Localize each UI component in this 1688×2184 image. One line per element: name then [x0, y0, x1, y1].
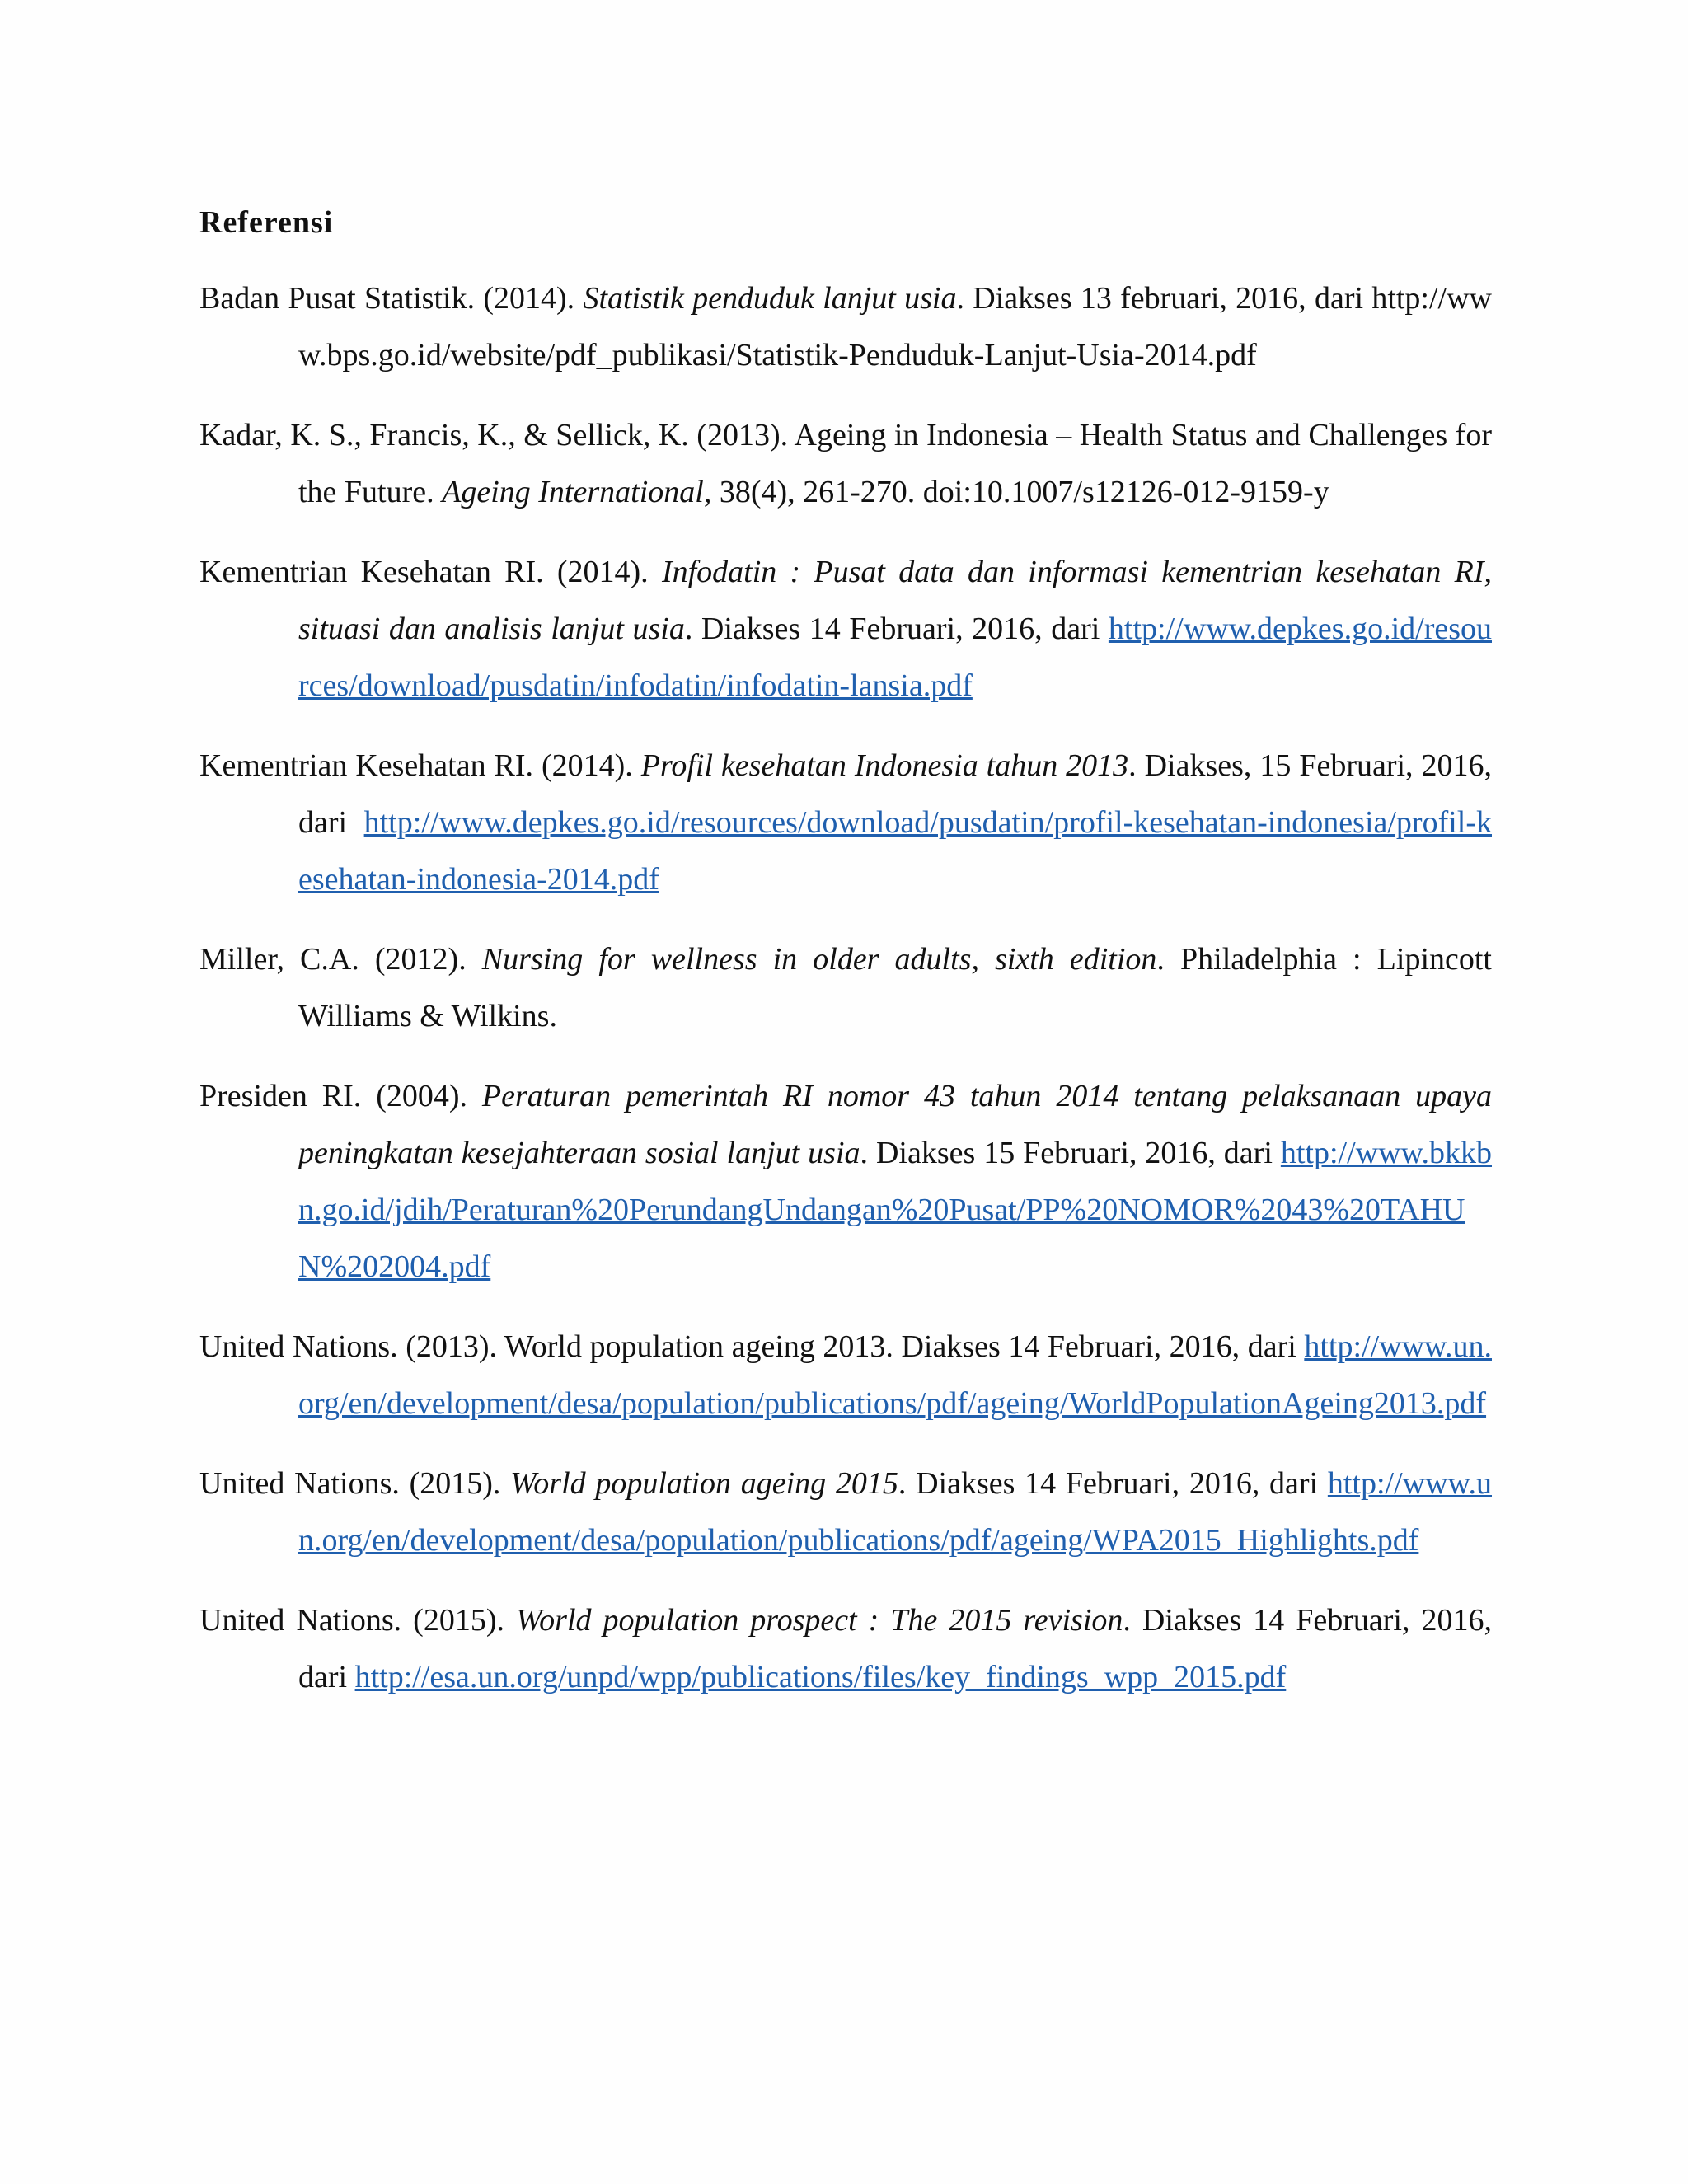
- reference-list: [199, 194, 1492, 1729]
- reference-authors: United Nations. (2015).: [199, 1603, 516, 1638]
- reference-entry: [199, 1592, 1492, 1706]
- reference-url: http://www.bps.go.id/website/pdf_publikasi/Statistik-Penduduk-Lanjut-Usia-2014.pdf: [298, 281, 1492, 373]
- reference-link[interactable]: http://www.depkes.go.id/resources/download/pusdatin/infodatin/infodatin-lansia.pdf: [298, 612, 1492, 703]
- reference-link[interactable]: http://www.bkkbn.go.id/jdih/Peraturan%20PerundangUndangan%20Pusat/PP%20NOMOR%2043%20TAHUN%202004.pdf: [298, 1136, 1492, 1284]
- reference-title: World population prospect : The 2015 revision: [516, 1603, 1123, 1638]
- reference-details: . Diakses, 15 Februari, 2016, dari: [298, 748, 1493, 840]
- reference-title: Peraturan pemerintah RI nomor 43 tahun 2014 tentang pelaksanaan upaya peningkatan kesejahteraan sosial lanjut usia: [298, 1079, 1492, 1170]
- reference-title: Nursing for wellness in older adults, sixth edition: [481, 942, 1157, 977]
- reference-title: Infodatin : Pusat data dan informasi kementrian kesehatan RI, situasi dan analisis lanjut usia: [298, 555, 1492, 646]
- reference-entry: [199, 270, 1492, 384]
- reference-authors: Kadar, K. S., Francis, K., & Sellick, K. (2013). Ageing in Indonesia – Health Status and Challenges for the Future.: [199, 418, 1492, 509]
- reference-link[interactable]: http://www.un.org/en/development/desa/population/publications/pdf/ageing/WPA2015_Highlights.pdf: [298, 1466, 1492, 1558]
- reference-details: . Diakses 14 Februari, 2016, dari: [684, 612, 1109, 646]
- reference-entry: [199, 544, 1492, 715]
- reference-authors: United Nations. (2015).: [199, 1466, 511, 1501]
- reference-title: World population ageing 2015: [510, 1466, 898, 1501]
- reference-link[interactable]: http://www.un.org/en/development/desa/population/publications/pdf/ageing/WorldPopulationAgeing2013.pdf: [298, 1329, 1492, 1421]
- reference-details: . Diakses 15 Februari, 2016, dari: [860, 1136, 1281, 1170]
- reference-entry: [199, 1319, 1492, 1432]
- reference-entry: [199, 1068, 1492, 1296]
- reference-details: . Diakses 14 Februari, 2016, dari: [898, 1466, 1328, 1501]
- reference-authors: Miller, C.A. (2012).: [199, 942, 482, 977]
- reference-title: Ageing International: [442, 475, 704, 509]
- reference-title: Statistik penduduk lanjut usia: [583, 281, 957, 316]
- reference-authors: Badan Pusat Statistik. (2014).: [199, 281, 584, 316]
- reference-entry: [199, 1455, 1492, 1569]
- reference-link[interactable]: http://www.depkes.go.id/resources/download/pusdatin/profil-kesehatan-indonesia/profil-kesehatan-indonesia-2014.pdf: [298, 805, 1492, 897]
- reference-title: Profil kesehatan Indonesia tahun 2013: [640, 748, 1129, 783]
- reference-details: . Diakses 14 Februari, 2016, dari: [298, 1603, 1493, 1694]
- reference-link[interactable]: http://esa.un.org/unpd/wpp/publications/files/key_findings_wpp_2015.pdf: [354, 1660, 1287, 1694]
- reference-details: . Diakses 13 februari, 2016, dari: [956, 281, 1372, 316]
- reference-authors: United Nations. (2013). World population ageing 2013. Diakses 14 Februari, 2016, dari: [199, 1329, 1305, 1364]
- reference-entry: [199, 931, 1492, 1045]
- reference-authors: Kementrian Kesehatan RI. (2014).: [199, 748, 641, 783]
- reference-details: . Philadelphia : Lipincott Williams & Wilkins.: [298, 942, 1492, 1033]
- reference-authors: Presiden RI. (2004).: [199, 1079, 482, 1113]
- reference-details: , 38(4), 261-270. doi:10.1007/s12126-012-9159-y: [703, 475, 1329, 509]
- reference-authors: Kementrian Kesehatan RI. (2014).: [199, 555, 662, 589]
- reference-entry: [199, 738, 1492, 908]
- reference-entry: [199, 407, 1492, 521]
- page-title: Referensi: [199, 205, 334, 240]
